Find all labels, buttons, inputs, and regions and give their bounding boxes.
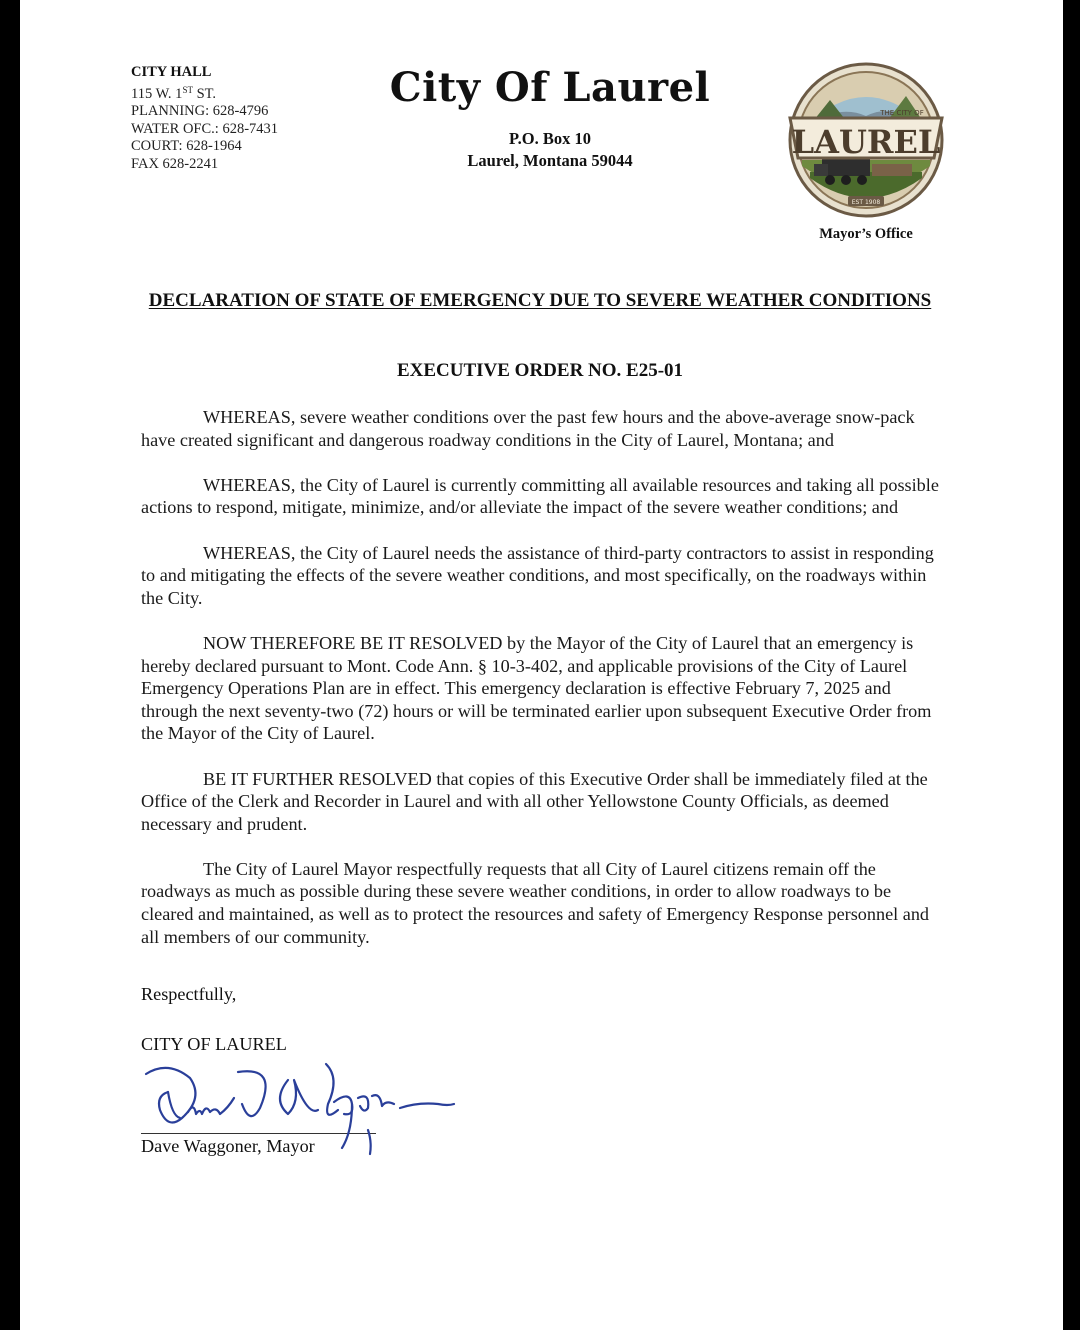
contact-court: COURT: 628-1964 xyxy=(131,138,242,154)
city-state-zip: Laurel, Montana 59044 xyxy=(467,151,633,170)
contact-fax: FAX 628-2241 xyxy=(131,155,219,172)
paragraph-whereas-2: WHEREAS, the City of Laurel is currently committing all available resources and taking all possible actions to respond, mitigate, minimize, and/or alleviate the impact of the severe weather conditions; and xyxy=(141,474,939,518)
contact-planning: PLANNING: 628-4796 xyxy=(131,103,269,119)
executive-order-number: EXECUTIVE ORDER NO. E25-01 xyxy=(396,360,684,381)
contact-block xyxy=(131,64,278,173)
contact-water: WATER OFC.: 628-7431 xyxy=(131,120,279,137)
street-ordinal: ST xyxy=(182,84,193,95)
signer-name: Dave Waggoner, Mayor xyxy=(141,1136,315,1156)
paragraph-further-resolved: BE IT FURTHER RESOLVED that copies of this Executive Order shall be immediately filed at the Office of the Clerk and Recorder in Laurel and with all other Yellowstone County Officials, as deemed necessary and prudent. xyxy=(141,768,928,834)
closing: Respectfully, xyxy=(141,984,237,1004)
city-seal-icon xyxy=(784,60,948,220)
signing-organization: CITY OF LAUREL xyxy=(141,1034,287,1054)
paragraph-request: The City of Laurel Mayor respectfully requests that all City of Laurel citizens remain off the roadways as much as possible during these severe weather conditions, in order to allow roadways to be cleared and maintained, as well as to protect the resources and safety of Emergency Response personnel and all members of our community. xyxy=(141,858,930,947)
paragraph-resolved: NOW THEREFORE BE IT RESOLVED by the Mayor of the City of Laurel that an emergency is hereby declared pursuant to Mont. Code Ann. § 10-3-402, and applicable provisions of the City of Laurel Emergency Operations Plan are in effect. This emergency declaration is effective February 7, 2025 and through the next seventy-two (72) hours or will be terminated earlier upon subsequent Executive Order from the Mayor of the City of Laurel. xyxy=(141,632,932,744)
mailing-address xyxy=(400,128,700,172)
order-body xyxy=(141,406,941,971)
paragraph-whereas-1: WHEREAS, severe weather conditions over the past few hours and the above-average snow-pack have created significant and dangerous roadway conditions in the City of Laurel, Montana; and xyxy=(141,407,915,450)
contact-heading: CITY HALL xyxy=(131,64,212,80)
street-suffix: ST. xyxy=(192,85,217,102)
street-number: 115 W. 1 xyxy=(131,85,183,102)
mayors-office-label: Mayor’s Office xyxy=(819,226,913,242)
seal-arc-text: THE CITY OF xyxy=(880,109,924,117)
seal-est-text: EST 1908 xyxy=(851,199,881,206)
paragraph-whereas-3: WHEREAS, the City of Laurel needs the assistance of third-party contractors to assist in responding to and mitigating the effects of the severe weather conditions, and most specifically, on the roadways within the City. xyxy=(141,542,934,608)
contact-street xyxy=(131,82,278,104)
po-box: P.O. Box 10 xyxy=(509,129,591,148)
seal-wordmark: LAUREL xyxy=(791,123,941,161)
letterhead-title: City Of Laurel xyxy=(389,64,711,111)
declaration-title: DECLARATION OF STATE OF EMERGENCY DUE TO SEVERE WEATHER CONDITIONS xyxy=(148,290,932,311)
document-page xyxy=(20,0,1063,1330)
